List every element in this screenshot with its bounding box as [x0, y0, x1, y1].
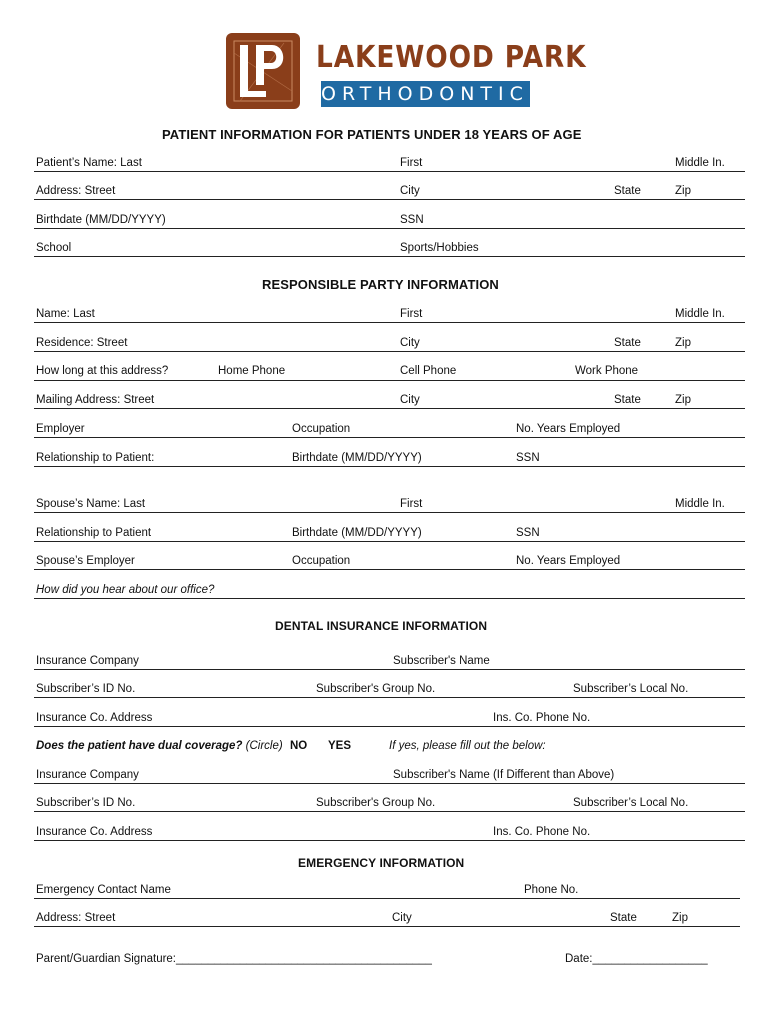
spouse-birthdate-label: Birthdate (MM/DD/YYYY): [292, 527, 422, 539]
resp-relationship-field[interactable]: [34, 466, 745, 467]
dental-section-title: DENTAL INSURANCE INFORMATION: [275, 619, 488, 633]
resp-mailing-label: Mailing Address: Street: [36, 394, 155, 406]
ins-local-label: Subscriber’s Local No.: [573, 683, 689, 695]
resp-name-field[interactable]: [34, 322, 745, 323]
patient-sports-label: Sports/Hobbies: [400, 242, 479, 254]
spouse-last-name-label: Spouse’s Name: Last: [36, 498, 146, 510]
resp-state-label: State: [614, 337, 641, 349]
patient-birthdate-label: Birthdate (MM/DD/YYYY): [36, 214, 166, 226]
emergency-contact-field[interactable]: [34, 898, 740, 899]
ins2-subscriber-id-field[interactable]: [34, 811, 745, 812]
resp-phone-field[interactable]: [34, 380, 745, 381]
emergency-address-label: Address: Street: [36, 912, 116, 924]
patient-state-label: State: [614, 185, 641, 197]
resp-city-label: City: [400, 337, 420, 349]
emergency-zip-label: Zip: [672, 912, 688, 924]
spouse-ssn-label: SSN: [516, 527, 540, 539]
resp-residence-field[interactable]: [34, 351, 745, 352]
ins2-subscriber-id-label: Subscriber’s ID No.: [36, 797, 136, 809]
resp-relationship-label: Relationship to Patient:: [36, 452, 155, 464]
logo-title: LAKEWOOD PARK: [316, 40, 587, 75]
patient-zip-label: Zip: [675, 185, 691, 197]
spouse-name-field[interactable]: [34, 512, 745, 513]
ins-co-address-field[interactable]: [34, 726, 745, 727]
date-line[interactable]: Date:__________________: [565, 953, 708, 965]
emergency-contact-label: Emergency Contact Name: [36, 884, 171, 896]
spouse-relationship-label: Relationship to Patient: [36, 527, 152, 539]
lp-monogram-icon: [226, 33, 300, 109]
resp-employer-field[interactable]: [34, 437, 745, 438]
resp-birthdate-label: Birthdate (MM/DD/YYYY): [292, 452, 422, 464]
ins2-subscriber-name-label: Subscriber's Name (If Different than Above): [393, 769, 615, 781]
resp-how-long-label: How long at this address?: [36, 365, 169, 377]
patient-middle-initial-label: Middle In.: [675, 157, 725, 169]
emergency-address-field[interactable]: [34, 926, 740, 927]
dual-coverage-question: [36, 740, 283, 752]
spouse-occupation-label: Occupation: [292, 555, 351, 567]
patient-first-name-label: First: [400, 157, 423, 169]
ins2-company-field[interactable]: [34, 783, 745, 784]
resp-home-phone-label: Home Phone: [218, 365, 286, 377]
ins2-group-label: Subscriber's Group No.: [316, 797, 436, 809]
resp-middle-label: Middle In.: [675, 308, 725, 320]
spouse-middle-label: Middle In.: [675, 498, 725, 510]
ins-group-label: Subscriber's Group No.: [316, 683, 436, 695]
patient-name-field[interactable]: [34, 171, 745, 172]
emergency-city-label: City: [392, 912, 412, 924]
spouse-employer-field[interactable]: [34, 569, 745, 570]
resp-mailing-field[interactable]: [34, 408, 745, 409]
resp-residence-label: Residence: Street: [36, 337, 128, 349]
resp-city2-label: City: [400, 394, 420, 406]
patient-address-field[interactable]: [34, 199, 745, 200]
patient-section-title: PATIENT INFORMATION FOR PATIENTS UNDER 18 YEARS OF AGE: [162, 127, 582, 142]
resp-years-label: No. Years Employed: [516, 423, 621, 435]
spouse-employer-label: Spouse’s Employer: [36, 555, 135, 567]
ins-subscriber-id-field[interactable]: [34, 697, 745, 698]
resp-state2-label: State: [614, 394, 641, 406]
resp-ssn-label: SSN: [516, 452, 540, 464]
ins-co-phone-label: Ins. Co. Phone No.: [493, 712, 591, 724]
ins-company-label: Insurance Company: [36, 655, 139, 667]
ins2-co-phone-label: Ins. Co. Phone No.: [493, 826, 591, 838]
hear-about-field[interactable]: [34, 598, 745, 599]
resp-employer-label: Employer: [36, 423, 85, 435]
ins2-co-address-label: Insurance Co. Address: [36, 826, 153, 838]
resp-last-name-label: Name: Last: [36, 308, 95, 320]
responsible-section-title: RESPONSIBLE PARTY INFORMATION: [262, 277, 499, 292]
ins-subscriber-id-label: Subscriber’s ID No.: [36, 683, 136, 695]
ins-subscriber-name-label: Subscriber's Name: [393, 655, 490, 667]
resp-work-phone-label: Work Phone: [575, 365, 639, 377]
spouse-relationship-field[interactable]: [34, 541, 745, 542]
dual-no-option[interactable]: NO: [290, 740, 308, 752]
ins2-company-label: Insurance Company: [36, 769, 139, 781]
patient-last-name-label: Patient’s Name: Last: [36, 157, 142, 169]
emergency-section-title: EMERGENCY INFORMATION: [298, 856, 465, 870]
logo-subtitle: ORTHODONTICS: [321, 83, 547, 105]
spouse-first-name-label: First: [400, 498, 423, 510]
emergency-state-label: State: [610, 912, 637, 924]
emergency-phone-label: Phone No.: [524, 884, 579, 896]
patient-school-field[interactable]: [34, 256, 745, 257]
ins2-local-label: Subscriber’s Local No.: [573, 797, 689, 809]
dual-coverage-text: Does the patient have dual coverage?: [36, 740, 243, 752]
spouse-years-label: No. Years Employed: [516, 555, 621, 567]
dual-yes-option[interactable]: YES: [328, 740, 352, 752]
patient-city-label: City: [400, 185, 420, 197]
resp-zip2-label: Zip: [675, 394, 691, 406]
ins-co-address-label: Insurance Co. Address: [36, 712, 153, 724]
resp-cell-phone-label: Cell Phone: [400, 365, 457, 377]
guardian-signature-line[interactable]: Parent/Guardian Signature:________________________________________: [36, 953, 432, 965]
logo-subtitle-box: [321, 81, 547, 107]
ins2-co-address-field[interactable]: [34, 840, 745, 841]
resp-occupation-label: Occupation: [292, 423, 351, 435]
dual-if-yes-text: If yes, please fill out the below:: [389, 740, 546, 752]
patient-address-label: Address: Street: [36, 185, 116, 197]
hear-about-label: How did you hear about our office?: [36, 584, 215, 596]
logo-monogram: [226, 33, 300, 109]
resp-zip-label: Zip: [675, 337, 691, 349]
ins-company-field[interactable]: [34, 669, 745, 670]
patient-school-label: School: [36, 242, 72, 254]
resp-first-name-label: First: [400, 308, 423, 320]
patient-birthdate-field[interactable]: [34, 228, 745, 229]
patient-ssn-label: SSN: [400, 214, 424, 226]
dual-coverage-circle: (Circle): [245, 740, 283, 752]
